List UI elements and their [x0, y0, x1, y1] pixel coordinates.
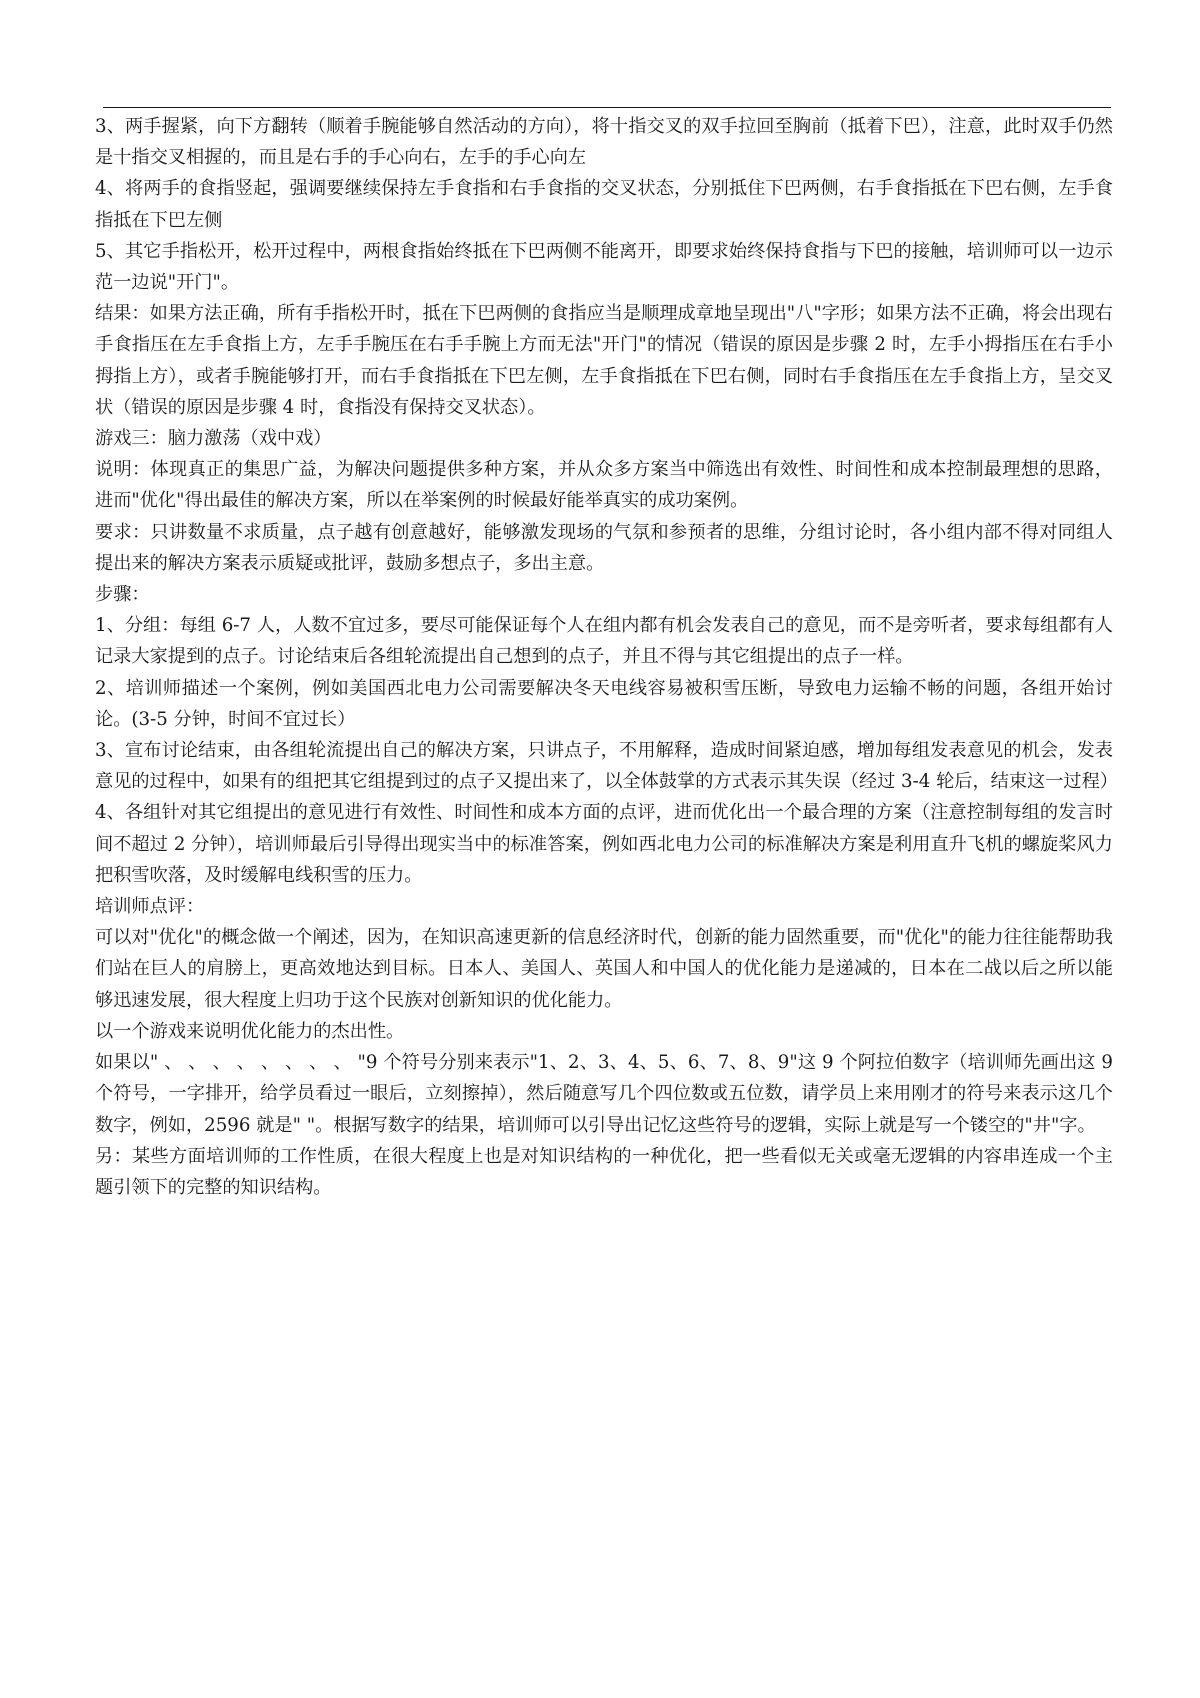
paragraph-game-step-1: 1、分组：每组 6-7 人，人数不宜过多，要尽可能保证每个人在组内都有机会发表自己的意见，而不是旁听者，要求每组都有人记录大家提到的点子。讨论结束后各组轮流提出自己想到的点子，并且不得与其它组提出的点子一样。 [95, 615, 1113, 668]
paragraph-game-step-2: 2、培训师描述一个案例，例如美国西北电力公司需要解决冬天电线容易被积雪压断，导致电力运输不畅的问题，各组开始讨论。(3-5 分钟，时间不宜过长） [95, 677, 1113, 730]
header-rule [103, 107, 1111, 108]
paragraph-step-5: 5、其它手指松开，松开过程中，两根食指始终抵在下巴两侧不能离开，即要求始终保持食指与下巴的接触，培训师可以一边示范一边说"开门"。 [95, 240, 1113, 294]
paragraph-game-step-4: 4、各组针对其它组提出的意见进行有效性、时间性和成本方面的点评，进而优化出一个最合理的方案（注意控制每组的发言时间不超过 2 分钟），培训师最后引导得出现实当中的标准答案，例如西北电力公司的标准解决方案是利用直升飞机的螺旋桨风力把积雪吹落，及时缓解电线积雪的压力。 [95, 802, 1113, 886]
paragraph-requirements: 要求：只讲数量不求质量，点子越有创意越好，能够激发现场的气氛和参预者的思维，分组讨论时，各小组内部不得对同组人提出来的解决方案表示质疑或批评，鼓励多想点子，多出主意。 [95, 521, 1113, 574]
paragraph-closing-note: 另：某些方面培训师的工作性质，在很大程度上也是对知识结构的一种优化，把一些看似无关或毫无逻辑的内容串连成一个主题引领下的完整的知识结构。 [95, 1145, 1113, 1198]
steps-heading: 步骤： [95, 584, 150, 606]
section-heading-game-three: 游戏三：脑力激荡（戏中戏） [95, 428, 332, 450]
paragraph-step-3: 3、两手握紧，向下方翻转（顺着手腕能够自然活动的方向），将十指交叉的双手拉回至胸前（抵着下巴），注意，此时双手仍然是十指交叉相握的，而且是右手的手心向右，左手的手心向左 [95, 116, 1113, 169]
paragraph-optimization: 可以对"优化"的概念做一个阐述，因为，在知识高速更新的信息经济时代，创新的能力固然重要，而"优化"的能力往往能帮助我们站在巨人的肩膀上，更高效地达到目标。日本人、美国人、英国人和中国人的优化能力是递减的，日本在二战以后之所以能够迅速发展，很大程度上归功于这个民族对创新知识的优化能力。 [95, 927, 1113, 1011]
paragraph-description: 说明：体现真正的集思广益，为解决问题提供多种方案，并从众多方案当中筛选出有效性、时间性和成本控制最理想的思路，进而"优化"得出最佳的解决方案，所以在举案例的时候最好能举真实的成功案例。 [95, 459, 1113, 512]
paragraph-step-4: 4、将两手的食指竖起，强调要继续保持左手食指和右手食指的交叉状态，分别抵住下巴两侧，右手食指抵在下巴右侧，左手食指抵在下巴左侧 [95, 178, 1113, 231]
document-body [95, 111, 1118, 1203]
paragraph-symbol-game: 如果以" 、 、 、 、 、 、 、 、 "9 个符号分别来表示"1、2、3、4、5、6、7、8、9"这 9 个阿拉伯数字（培训师先画出这 9 个符号，一字排开，给学员看过一眼后，立刻擦掉），然后随意写几个四位数或五位数，请学员上来用刚才的符号来表示这几个数字，例如，2596 就是" "。根据写数字的结果，培训师可以引导出记忆这些符号的逻辑，实际上就是写一个镂空的"井"字。 [95, 1052, 1113, 1136]
trainer-comment-heading: 培训师点评： [95, 896, 205, 918]
paragraph-game-intro: 以一个游戏来说明优化能力的杰出性。 [95, 1020, 405, 1042]
paragraph-result: 结果：如果方法正确，所有手指松开时，抵在下巴两侧的食指应当是顺理成章地呈现出"八"字形；如果方法不正确，将会出现右手食指压在左手食指上方，左手手腕压在右手手腕上方而无法"开门"的情况（错误的原因是步骤 2 时，左手小拇指压在右手小拇指上方），或者手腕能够打开，而右手食指抵在下巴左侧，左手食指抵在下巴右侧，同时右手食指压在左手食指上方，呈交叉状（错误的原因是步骤 4 时，食指没有保持交叉状态）。 [95, 303, 1113, 418]
paragraph-game-step-3: 3、宣布讨论结束，由各组轮流提出自己的解决方案，只讲点子，不用解释，造成时间紧迫感，增加每组发表意见的机会，发表意见的过程中，如果有的组把其它组提到过的点子又提出来了，以全体鼓掌的方式表示其失误（经过 3-4 轮后，结束这一过程） [95, 740, 1118, 793]
